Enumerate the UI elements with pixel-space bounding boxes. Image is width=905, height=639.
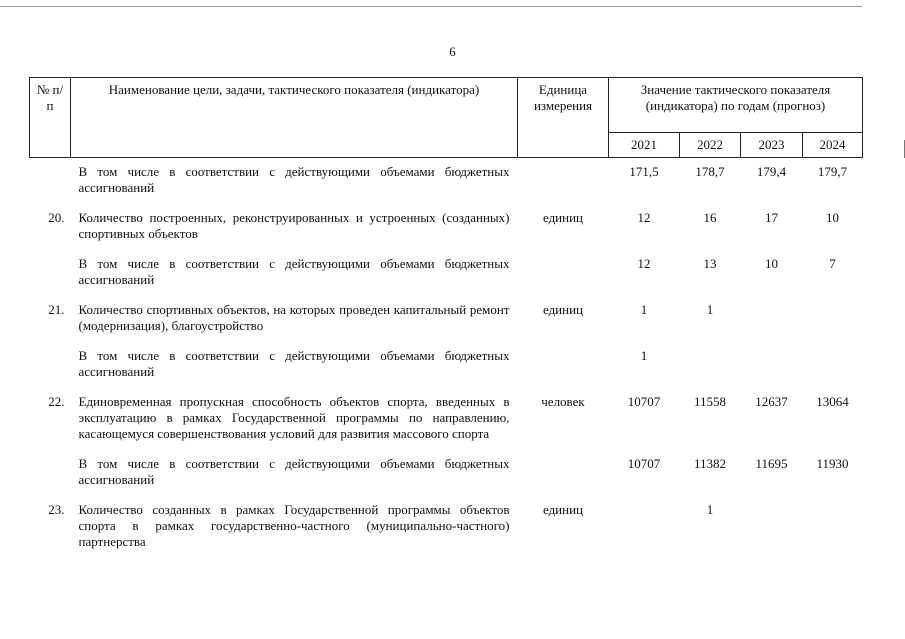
row-value: 1	[640, 348, 648, 363]
row-value: 12	[637, 210, 651, 225]
row-value: 11695	[755, 456, 788, 471]
row-number	[30, 250, 71, 296]
row-text: Количество построенных, реконструированных и устроенных (созданных) спортивных объектов	[78, 210, 510, 241]
row-unit: человек	[541, 394, 585, 409]
header-value-group: Значение тактического показателя (индикатора) по годам (прогноз)	[609, 78, 863, 133]
table-row	[30, 250, 863, 296]
row-unit	[518, 342, 609, 388]
row-number: 20.	[48, 210, 65, 225]
row-value: 10707	[627, 456, 661, 471]
table-body	[30, 158, 863, 559]
row-unit	[518, 450, 609, 496]
row-number: 23.	[48, 502, 65, 517]
row-value: 1	[706, 302, 714, 317]
row-text: В том числе в соответствии с действующими объемами бюджетных ассигнований	[78, 256, 510, 287]
row-value	[741, 296, 803, 342]
row-value: 12	[637, 256, 651, 271]
table-row	[30, 388, 863, 450]
row-value: 10	[826, 210, 840, 225]
row-value: 17	[765, 210, 778, 225]
row-value: 11930	[816, 456, 849, 471]
row-unit: единиц	[542, 302, 584, 317]
row-value	[741, 496, 803, 558]
row-text: Количество созданных в рамках Государственной программы объектов спорта в рамках государственно-частного (муниципально-частного) партнерства	[78, 502, 510, 549]
row-text: Количество спортивных объектов, на которых проведен капитальный ремонт (модернизация), благоустройство	[78, 302, 510, 333]
row-value	[803, 296, 863, 342]
header-name: Наименование цели, задачи, тактического показателя (индикатора)	[71, 78, 518, 158]
row-value: 171,5	[629, 164, 659, 179]
row-text: В том числе в соответствии с действующими объемами бюджетных ассигнований	[78, 164, 510, 195]
row-value: 11558	[693, 394, 727, 409]
row-value: 13064	[816, 394, 849, 409]
row-value	[803, 496, 863, 558]
row-number	[30, 158, 71, 205]
row-value	[609, 496, 680, 558]
row-value: 1	[706, 502, 714, 517]
row-text: В том числе в соответствии с действующими объемами бюджетных ассигнований	[78, 456, 510, 487]
row-unit	[518, 158, 609, 205]
row-value: 11382	[693, 456, 727, 471]
row-value: 16	[703, 210, 717, 225]
header-year: 2023	[741, 133, 803, 158]
row-value: 179,7	[817, 164, 848, 179]
table-row	[30, 158, 863, 205]
row-value	[741, 342, 803, 388]
row-value	[680, 342, 741, 388]
row-unit: единиц	[542, 502, 584, 517]
row-value: 178,7	[695, 164, 725, 179]
row-value: 10707	[627, 394, 661, 409]
row-number	[30, 342, 71, 388]
table-row	[30, 342, 863, 388]
row-value: 7	[829, 256, 836, 271]
row-text: В том числе в соответствии с действующими объемами бюджетных ассигнований	[78, 348, 510, 379]
row-number	[30, 450, 71, 496]
row-value: 12637	[755, 394, 788, 409]
row-value: 13	[703, 256, 717, 271]
header-year: 2021	[609, 133, 680, 158]
header-year: 2022	[680, 133, 741, 158]
header-year: 2024	[803, 133, 863, 158]
scan-top-line	[0, 6, 862, 7]
row-value: 10	[765, 256, 778, 271]
header-num: № п/п	[30, 78, 71, 158]
row-unit	[518, 250, 609, 296]
table-row	[30, 204, 863, 250]
row-unit: единиц	[542, 210, 584, 225]
table-row	[30, 450, 863, 496]
row-number: 21.	[48, 302, 65, 317]
row-number: 22.	[48, 394, 65, 409]
page-number: 6	[449, 44, 456, 59]
indicators-table	[29, 77, 863, 558]
row-value: 1	[640, 302, 648, 317]
row-text: Единовременная пропускная способность объектов спорта, введенных в эксплуатацию в рамках Государственной программы по направлению, касающемуся совершенствования условий для развития массового спорта	[78, 394, 510, 441]
header-unit: Единица измерения	[518, 78, 609, 158]
row-value: 179,4	[756, 164, 787, 179]
table-row	[30, 496, 863, 558]
row-value	[803, 342, 863, 388]
table-row	[30, 296, 863, 342]
